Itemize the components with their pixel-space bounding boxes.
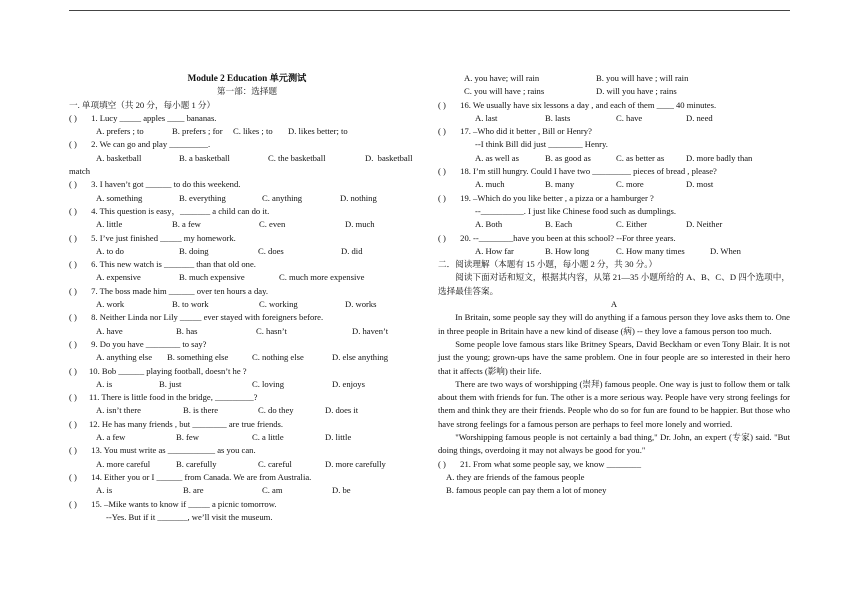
- option: D. haven’t: [352, 325, 389, 336]
- option: B. prefers ; for: [172, 126, 223, 137]
- answer-blank: ( ): [69, 392, 77, 403]
- option: C. hasn’t: [256, 325, 287, 336]
- option: B. much expensive: [179, 272, 245, 283]
- option: A. expensive: [96, 272, 141, 283]
- question-5: ( ) 5. I’ve just finished _____ my homework.: [69, 232, 425, 245]
- answer-blank: ( ): [69, 312, 77, 323]
- question-20: ( ) 20. --________have you been at this school? --For three years.: [438, 232, 790, 245]
- option: D. When: [710, 245, 741, 256]
- top-rule: [69, 10, 790, 11]
- answer-blank: ( ): [69, 471, 77, 482]
- option: B. many: [545, 179, 575, 190]
- option: A. more careful: [96, 458, 151, 469]
- option: A. something: [96, 192, 143, 203]
- answer-blank: ( ): [69, 139, 77, 150]
- options-14: [69, 484, 425, 497]
- question-7: ( ) 7. The boss made him ______ over ten hours a day.: [69, 285, 425, 298]
- options-10: [69, 378, 425, 391]
- options-7: [69, 298, 425, 311]
- option: A. little: [96, 219, 123, 230]
- option: B. a few: [172, 219, 201, 230]
- option: B. has: [176, 325, 198, 336]
- option: A. isn’t there: [96, 405, 141, 416]
- answer-blank: ( ): [438, 126, 446, 137]
- option: C. does: [258, 245, 284, 256]
- option: D. be: [332, 485, 351, 496]
- question-19: ( ) 19. –Which do you like better , a pizza or a hamburger ?: [438, 192, 790, 205]
- option: B. just: [159, 378, 182, 389]
- option: C. as better as: [616, 152, 665, 163]
- question-8: ( ) 8. Neither Linda nor Lily _____ ever stayed with foreigners before.: [69, 311, 425, 324]
- question-4: ( ) 4. This question is easy，_______ a child can do it.: [69, 205, 425, 218]
- option-continued: match: [69, 166, 90, 177]
- option: C. anything: [262, 192, 303, 203]
- option: D. will you have ; rains: [596, 86, 677, 97]
- question-9: ( ) 9. Do you have ________ to say?: [69, 338, 425, 351]
- option: D. does it: [325, 405, 359, 416]
- q21-option-b: B. famous people can pay them a lot of money: [446, 485, 607, 496]
- question-12: ( ) 12. He has many friends , but ________ are true friends.: [69, 418, 425, 431]
- question-10: ( ) 10. Bob ______ playing football, doesn’t he ?: [69, 365, 425, 378]
- option: C. likes ; to: [233, 126, 273, 137]
- page-title: Module 2 Education 单元测试: [187, 73, 307, 83]
- option: D. more badly than: [686, 152, 753, 163]
- option: B. doing: [179, 245, 209, 256]
- option: A. is: [96, 485, 113, 496]
- question-1: ( ) 1. Lucy _____ apples ____ bananas.: [69, 112, 425, 125]
- options-18: [438, 178, 790, 191]
- left-column: [69, 72, 425, 524]
- question-17: ( ) 17. –Who did it better , Bill or Henry?: [438, 125, 790, 138]
- part-heading: 第一部：选择题: [216, 86, 278, 97]
- option: B. lasts: [545, 112, 571, 123]
- option: A. Both: [475, 219, 503, 230]
- option: D. little: [325, 432, 352, 443]
- options-5: [69, 245, 425, 258]
- option: B. few: [176, 432, 199, 443]
- passage-paragraph-2: Some people love famous stars like Britney Spears, David Beckham or even Tony Blair. It is not just the young; grown-ups have the same problem. One in four people are so interested in their hero that it affects (影响) their life.: [438, 338, 790, 376]
- answer-blank: ( ): [438, 458, 446, 469]
- option: C. more: [616, 179, 644, 190]
- answer-blank: ( ): [69, 205, 77, 216]
- options-6: [69, 271, 425, 284]
- option: D. works: [345, 299, 377, 310]
- option: A. is: [96, 378, 113, 389]
- options-13: [69, 458, 425, 471]
- option: C. working: [259, 299, 298, 310]
- option: D. Neither: [686, 219, 723, 230]
- answer-blank: ( ): [69, 232, 77, 243]
- option: C. you will have ; rains: [464, 86, 545, 97]
- options-9: [69, 351, 425, 364]
- option: A. a few: [96, 432, 126, 443]
- passage-paragraph-1: In Britain, some people say they will do anything if a famous person they love asks them to. One in three people in Britain have a new kind of disease (病) -- they love a famous person too much.: [438, 312, 790, 336]
- question-13: ( ) 13. You must write as ___________ as you can.: [69, 444, 425, 457]
- option: C. How many times: [616, 245, 685, 256]
- option: C. loving: [252, 378, 284, 389]
- options-4: [69, 218, 425, 231]
- passage-paragraph-3: There are two ways of worshipping (崇拜) famous people. One way is just to follow them or talk about them with friends for fun. The other is a more serious way. People have very strong feelings for them and think they are their friends. People who do so for fun are found to be happier. But those who have strong feelings for a famous person are perhaps to feel more lonely and worried.: [438, 378, 790, 429]
- answer-blank: ( ): [438, 232, 446, 243]
- passage-label: A: [610, 299, 618, 310]
- option: D. likes better; to: [288, 126, 348, 137]
- option: C. have: [616, 112, 643, 123]
- right-column: [438, 72, 790, 498]
- answer-blank: ( ): [69, 259, 77, 270]
- answer-blank: ( ): [69, 418, 77, 429]
- answer-blank: ( ): [69, 179, 77, 190]
- answer-blank: ( ): [438, 99, 446, 110]
- option: D. basketball: [365, 152, 413, 163]
- question-14: ( ) 14. Either you or I ______ from Canada. We are from Australia.: [69, 471, 425, 484]
- option: D. enjoys: [332, 378, 365, 389]
- question-6: ( ) 6. This new watch is _______ than that old one.: [69, 258, 425, 271]
- question-15-reply: --Yes. But if it _______, we’ll visit the museum.: [106, 511, 273, 522]
- options-15-b: [438, 85, 790, 98]
- option: B. carefully: [176, 458, 217, 469]
- question-18: ( ) 18. I’m still hungry. Could I have two _________ pieces of bread , please?: [438, 165, 790, 178]
- question-2: ( ) 2. We can go and play _________.: [69, 138, 425, 151]
- question-21: ( ) 21. From what some people say, we know ________: [438, 458, 790, 471]
- options-16: [438, 112, 790, 125]
- option: A. work: [96, 299, 125, 310]
- option: C. a little: [252, 432, 284, 443]
- reading-instructions: 阅读下面对话和短文，根据其内容，从第 21—35 小题所给的 A、B、C、D 四个选项中，选择最佳答案。: [438, 272, 790, 296]
- question-3: ( ) 3. I haven’t got ______ to do this weekend.: [69, 178, 425, 191]
- option: B. to work: [172, 299, 209, 310]
- passage-paragraph-4: "Worshipping famous people is not certainly a bad thing," Dr. John, an expert (专家) said. "But doing things, overdoing it may not always be good for you.": [438, 432, 790, 456]
- option: B. everything: [179, 192, 226, 203]
- options-11: [69, 404, 425, 417]
- option: C. even: [259, 219, 286, 230]
- options-1: [69, 125, 425, 138]
- option: A. basketball: [96, 152, 142, 163]
- option: C. careful: [258, 458, 292, 469]
- option: D. more carefully: [325, 458, 386, 469]
- answer-blank: ( ): [69, 112, 77, 123]
- option: D. need: [686, 112, 713, 123]
- section-heading-2: 二．阅读理解（本题有 15 小题，每小题 2 分，共 30 分。）: [438, 259, 658, 270]
- option: D. much: [345, 219, 375, 230]
- option: C. am: [262, 485, 283, 496]
- option: C. the basketball: [268, 152, 326, 163]
- option: C. much more expensive: [279, 272, 365, 283]
- option: C. nothing else: [252, 352, 304, 363]
- option: D. most: [686, 179, 714, 190]
- option: A. to do: [96, 245, 124, 256]
- option: C. Either: [616, 219, 648, 230]
- option: B. Each: [545, 219, 573, 230]
- answer-blank: ( ): [438, 166, 446, 177]
- option: B. How long: [545, 245, 590, 256]
- option: B. are: [183, 485, 204, 496]
- option: B. is there: [183, 405, 219, 416]
- answer-blank: ( ): [69, 285, 77, 296]
- answer-blank: ( ): [69, 338, 77, 349]
- option: C. do they: [258, 405, 294, 416]
- question-15: ( ) 15. –Mike wants to know if _____ a picnic tomorrow.: [69, 498, 425, 511]
- option: B. you will have ; will rain: [596, 73, 689, 83]
- options-15-a: [438, 72, 790, 85]
- options-8: [69, 325, 425, 338]
- option: A. How far: [475, 245, 514, 256]
- answer-blank: ( ): [69, 365, 77, 376]
- answer-blank: ( ): [69, 498, 77, 509]
- option: D. nothing: [340, 192, 377, 203]
- question-16: ( ) 16. We usually have six lessons a day , and each of them ____ 40 minutes.: [438, 99, 790, 112]
- option: A. prefers ; to: [96, 126, 144, 137]
- option: B. as good as: [545, 152, 591, 163]
- option: D. did: [341, 245, 363, 256]
- option: A. you have; will rain: [464, 73, 540, 83]
- option: A. anything else: [96, 352, 153, 363]
- option: A. have: [96, 325, 123, 336]
- question-17-reply: --I think Bill did just ________ Henry.: [475, 139, 608, 150]
- question-19-reply: --__________. I just like Chinese food such as dumplings.: [475, 205, 676, 216]
- options-17: [438, 152, 790, 165]
- section-heading-1: 一. 单项填空（共 20 分，每小题 1 分）: [69, 99, 216, 110]
- option: B. something else: [167, 352, 229, 363]
- options-3: [69, 192, 425, 205]
- option: A. last: [475, 112, 498, 123]
- options-12: [69, 431, 425, 444]
- q21-option-a: A. they are friends of the famous people: [446, 471, 585, 482]
- answer-blank: ( ): [69, 445, 77, 456]
- option: A. much: [475, 179, 505, 190]
- option: D. else anything: [332, 352, 389, 363]
- question-11: ( ) 11. There is little food in the bridge, _________?: [69, 391, 425, 404]
- answer-blank: ( ): [438, 192, 446, 203]
- option: B. a basketball: [179, 152, 230, 163]
- options-20: [438, 245, 790, 258]
- options-19: [438, 218, 790, 231]
- option: A. as well as: [475, 152, 519, 163]
